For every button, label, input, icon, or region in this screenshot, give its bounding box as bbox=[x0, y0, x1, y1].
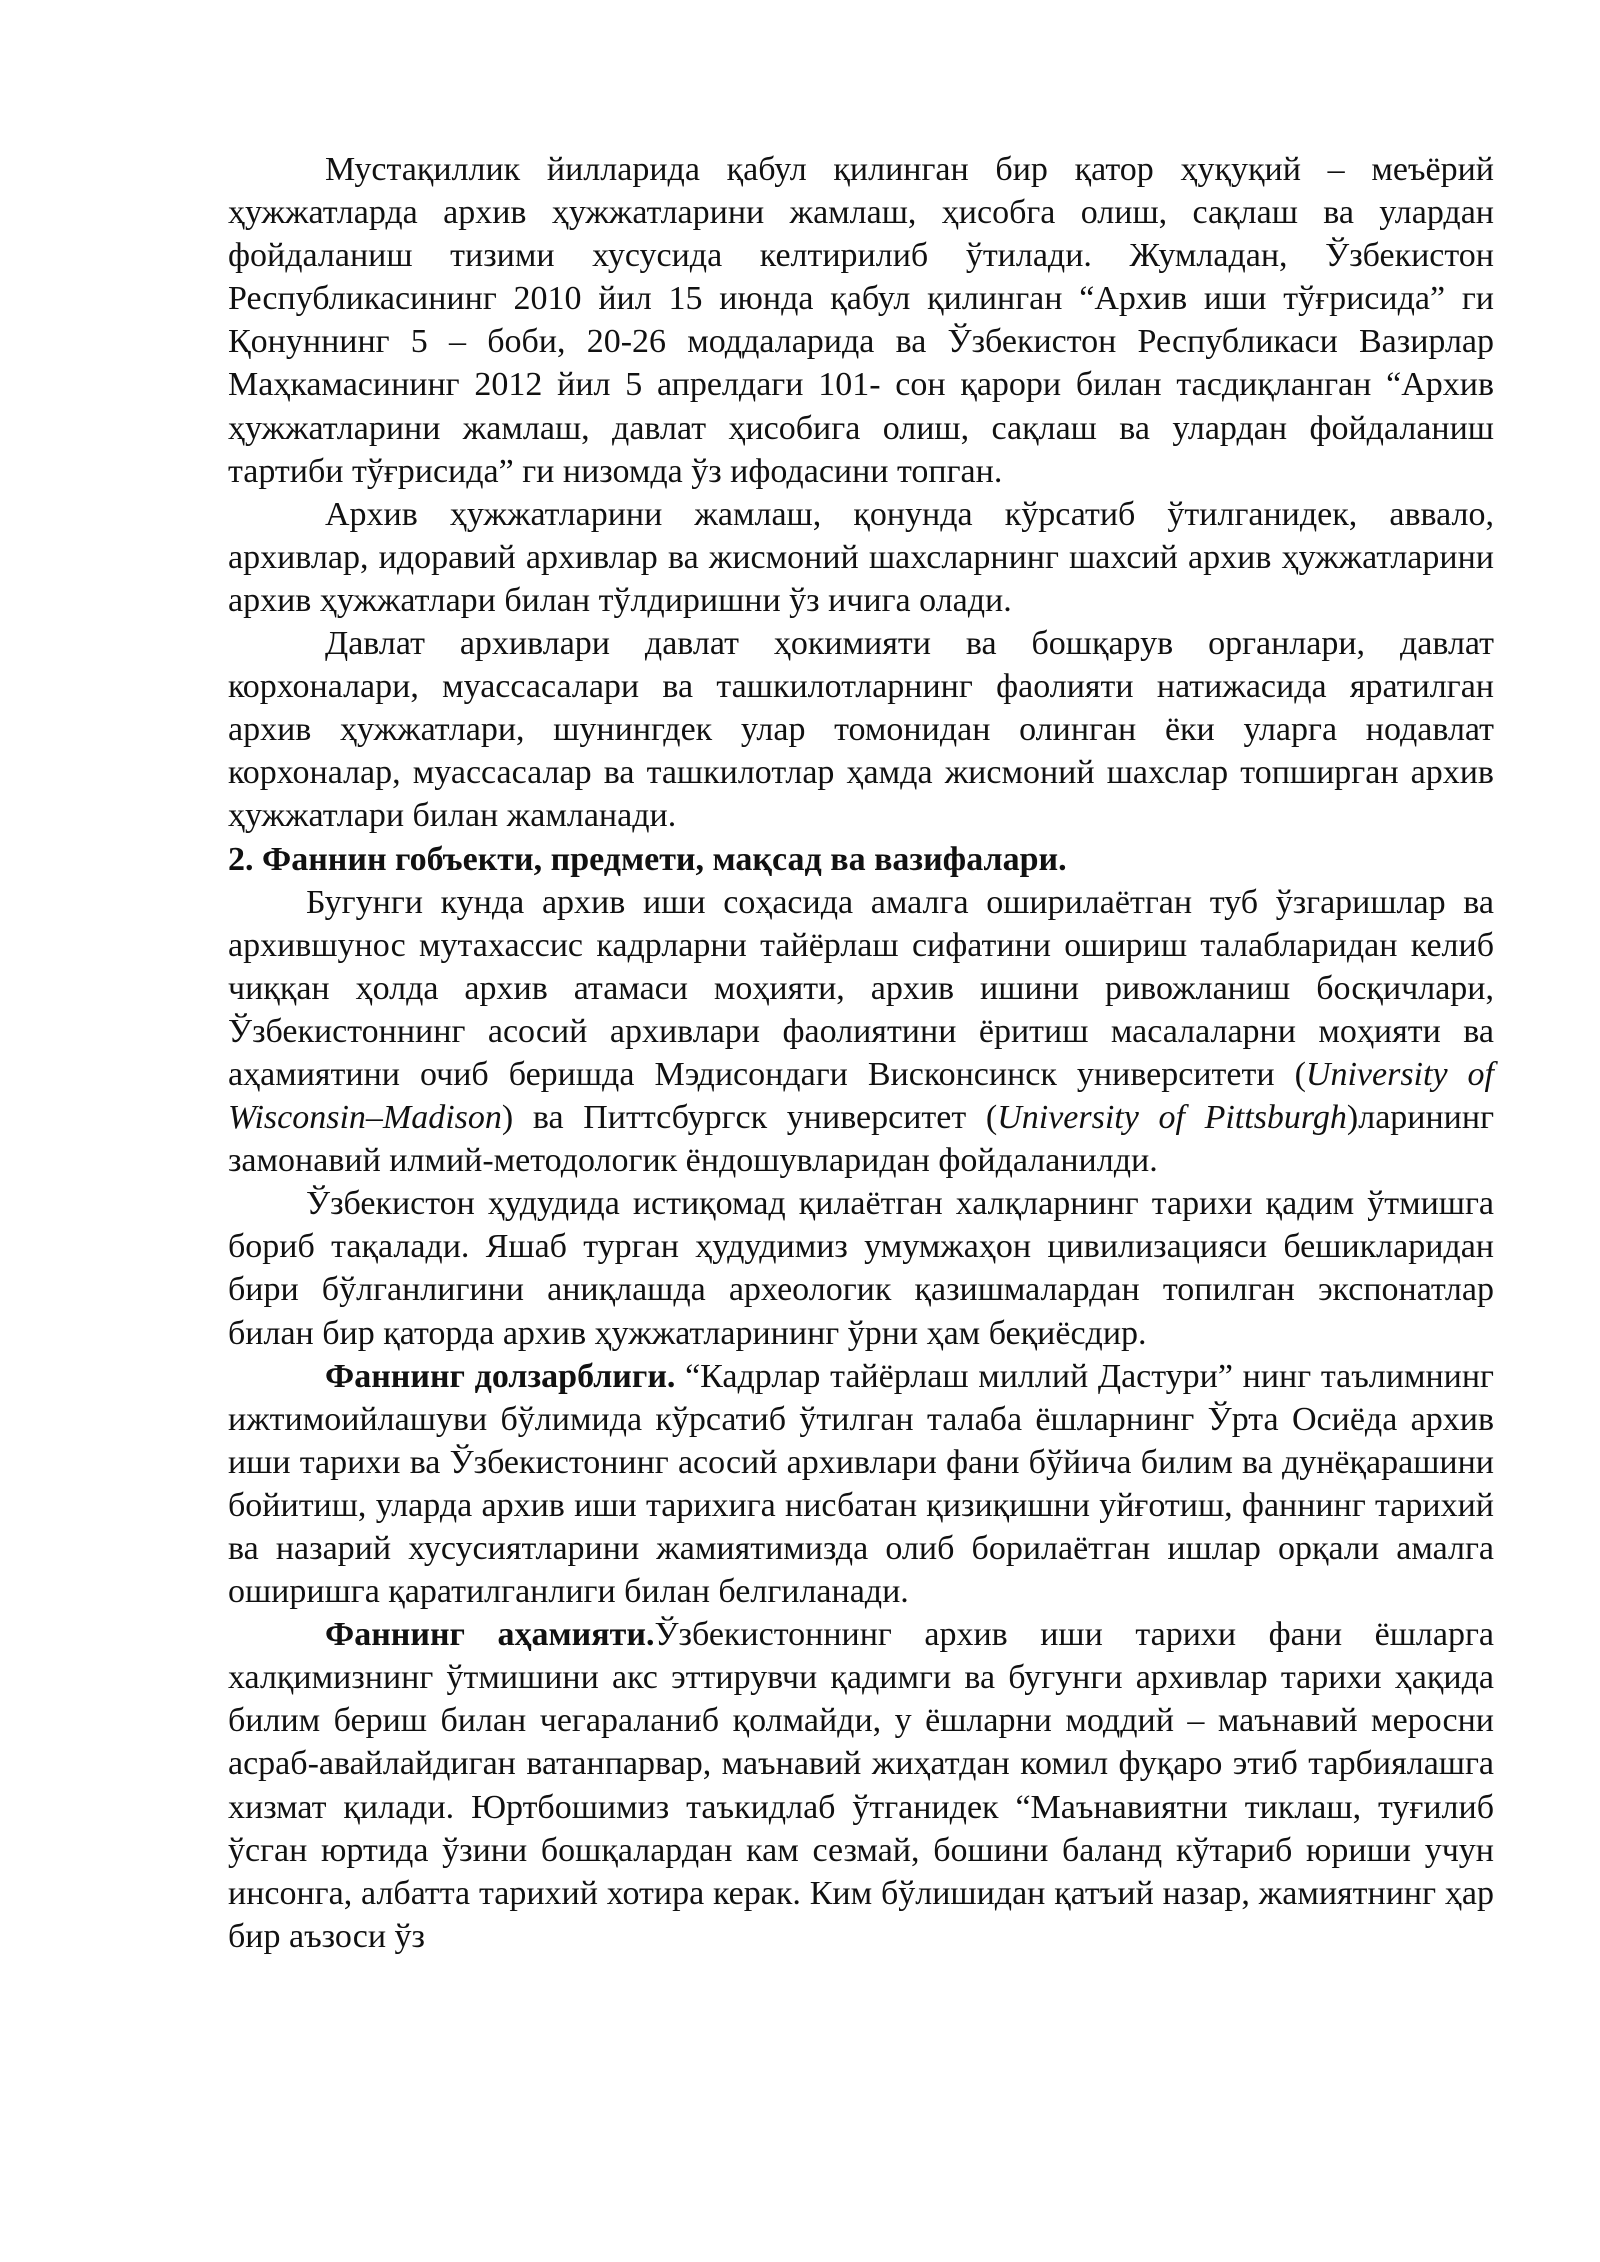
methodology-text-end: )ларининг замонавий илмий-методологик ёндошувларидан фойдаланилди. bbox=[228, 1099, 1495, 1180]
methodology-text-middle: ) ва Питтсбургск университет ( bbox=[501, 1099, 998, 1137]
paragraph-importance bbox=[228, 1613, 1494, 1958]
paragraph-methodology bbox=[228, 881, 1494, 1183]
importance-label: Фаннинг аҳамияти. bbox=[325, 1616, 655, 1654]
paragraph-history: Ўзбекистон ҳудудида истиқомад қилаётган халқларнинг тарихи қадим ўтмишга бориб тақалади. Яшаб турган ҳудудимиз умумжаҳон цивилизацияси бешикларидан бири бўлганлигини аниқлашда археологик қазишмалардан топилган экспонатлар билан бир қаторда архив ҳужжатларининг ўрни ҳам беқиёсдир. bbox=[228, 1185, 1494, 1352]
section-heading: 2. Фаннин гобъекти, предмети, мақсад ва вазифалари. bbox=[228, 840, 1067, 878]
importance-text: Ўзбекистоннинг архив иши тарихи фани ёшларга халқимизнинг ўтмишини акс эттирувчи қадимги ва бугунги архивлар тарихи ҳақида билим бериш билан чегараланиб қолмайди, у ёшларни моддий – маънавий меросни асраб-авайлайдиган ватанпарвар, маънавий жиҳатдан комил фуқаро этиб тарбиялашга хизмат қилади. Юртбошимиз таъкидлаб ўтганидек “Маънавиятни тиклаш, туғилиб ўсган юртида ўзини бошқалардан кам сезмай, бошини баланд кўтариб юриши учун инсонга, албатта тарихий хотира керак. Ким бўлишидан қатъий назар, жамиятнинг ҳар бир аъзоси ўз bbox=[228, 1616, 1495, 1955]
paragraph-relevance bbox=[228, 1355, 1494, 1614]
document-page bbox=[228, 148, 1494, 1958]
university-wisconsin-name: University of Wisconsin–Madison bbox=[228, 1055, 1495, 1137]
relevance-text: “Кадрлар тайёрлаш миллий Дастури” нинг таълимнинг ижтимоийлашуви бўлимида кўрсатиб ўтилган талаба ёшларнинг Ўрта Осиёда архив иши тарихи ва Ўзбекистонинг асосий архивлари фани бўйича билим ва дунёқарашини бойитиш, уларда архив иши тарихига нисбатан қизиқишни уйғотиш, фаннинг тарихий ва назарий хусусиятларини жамиятимизда олиб борилаётган ишлар орқали амалга оширишга қаратилганлиги билан белгиланади. bbox=[228, 1357, 1494, 1611]
paragraph-archive-collection: Архив ҳужжатларини жамлаш, қонунда кўрсатиб ўтилганидек, аввало, архивлар, идоравий архивлар ва жисмоний шахсларнинг шахсий архив ҳужжатларини архив ҳужжатлари билан тўлдиришни ўз ичига олади. bbox=[228, 495, 1494, 619]
university-pittsburgh-name: University of Pittsburgh bbox=[997, 1099, 1347, 1137]
methodology-text-start: Бугунги кунда архив иши соҳасида амалга оширилаётган туб ўзгаришлар ва архившунос мутахассис кадрларни тайёрлаш сифатини ошириш талабларидан келиб чиққан ҳолда архив атамаси моҳияти, архив ишини ривожланиш босқичлари, Ўзбекистоннинг асосий архивлари фаолиятини ёритиш масалаларни моҳияти ва аҳамиятини очиб беришда Мэдисондаги Висконсинск университети ( bbox=[228, 883, 1494, 1093]
relevance-label: Фаннинг долзарблиги. bbox=[325, 1357, 676, 1395]
paragraph-state-archives: Давлат архивлари давлат ҳокимияти ва бошқарув органлари, давлат корхоналари, муассасалари ва ташкилотларнинг фаолияти натижасида яратилган архив ҳужжатлари, шунингдек улар томонидан олинган ёки уларга нодавлат корхоналар, муассасалар ва ташкилотлар ҳамда жисмоний шахслар топширган архив ҳужжатлари билан жамланади. bbox=[228, 625, 1494, 835]
paragraph-legal-documents: Мустақиллик йилларида қабул қилинган бир қатор ҳуқуқий – меъёрий ҳужжатларда архив ҳужжатларини жамлаш, ҳисобга олиш, сақлаш ва улардан фойдаланиш тизими хусусида келтирилиб ўтилади. Жумладан, Ўзбекистон Республикасининг 2010 йил 15 июнда қабул қилинган “Архив иши тўғрисида” ги Қонуннинг 5 – боби, 20-26 моддаларида ва Ўзбекистон Республикаси Вазирлар Маҳкамасининг 2012 йил 5 апрелдаги 101- сон қарори билан тасдиқланган “Архив ҳужжатларини жамлаш, давлат ҳисобига олиш, сақлаш ва улардан фойдаланиш тартиби тўғрисида” ги низомда ўз ифодасини топган. bbox=[228, 151, 1494, 490]
